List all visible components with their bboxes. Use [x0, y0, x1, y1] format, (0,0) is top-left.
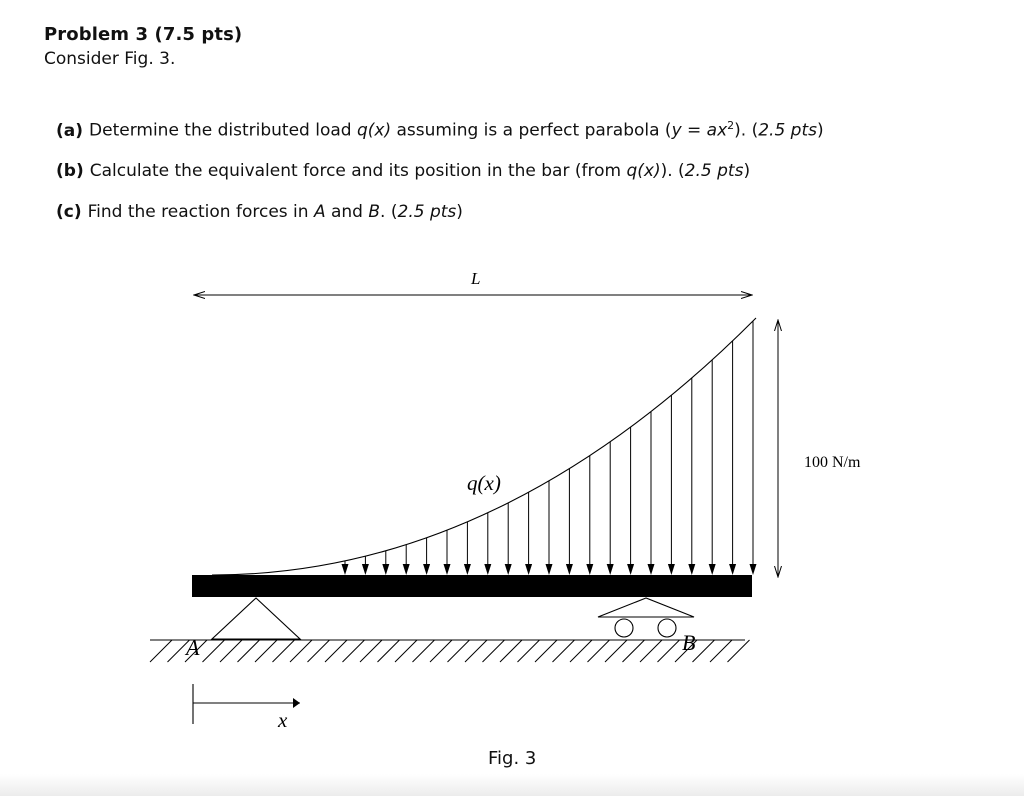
hatch-line [728, 640, 750, 662]
hatch-line [273, 640, 295, 662]
hatch-line [325, 640, 347, 662]
part-b-text2: ). ( [660, 161, 685, 181]
hatch-line [238, 640, 260, 662]
support-a-pin [212, 598, 300, 639]
load-curve [212, 318, 756, 575]
load-arrow [546, 481, 553, 575]
load-arrow [586, 456, 593, 575]
part-a-formula: y = ax [671, 120, 728, 141]
roller-wheel-right [658, 619, 676, 637]
hatch-line [395, 640, 417, 662]
hatch-line [465, 640, 487, 662]
ground-hatching [150, 640, 750, 662]
load-arrow [729, 341, 736, 575]
x-axis-label: x [278, 708, 288, 732]
load-arrow [627, 427, 634, 575]
load-arrows [342, 321, 757, 575]
hatch-line [343, 640, 365, 662]
max-load-label: 100 N/m [804, 454, 861, 471]
part-a-label: (a) [56, 120, 84, 141]
part-b-close: ) [743, 161, 751, 181]
hatch-line [290, 640, 312, 662]
part-a-close: ) [817, 120, 824, 141]
part-b-points: 2.5 pts [684, 161, 744, 181]
part-a-text2: assuming is a perfect parabola ( [391, 120, 672, 141]
load-arrow [607, 442, 614, 575]
part-c-text: Find the reaction forces in [87, 202, 314, 222]
part-a-exponent: 2 [727, 119, 735, 132]
hatch-line [710, 640, 732, 662]
beam [192, 575, 752, 597]
hatch-line [553, 640, 575, 662]
part-b-text: Calculate the equivalent force and its position in the bar (from [89, 161, 627, 181]
problem-intro: Consider Fig. 3. [44, 49, 176, 69]
support-b-roller [598, 598, 694, 637]
load-arrow [709, 360, 716, 575]
part-a-text3: ). ( [734, 120, 759, 141]
load-arrow [362, 556, 369, 575]
part-b-label: (b) [56, 161, 84, 181]
load-arrow [403, 545, 410, 575]
hatch-line [413, 640, 435, 662]
hatch-line [430, 640, 452, 662]
hatch-line [500, 640, 522, 662]
part-a-q: q(x) [356, 120, 392, 141]
hatch-line [448, 640, 470, 662]
support-a-label: A [186, 635, 200, 660]
hatch-line [535, 640, 557, 662]
load-arrow [444, 530, 451, 575]
hatch-line [255, 640, 277, 662]
part-c-label: (c) [56, 202, 82, 222]
load-arrow [464, 522, 471, 575]
support-b-label: B [682, 630, 696, 655]
part-a-points: 2.5 pts [758, 120, 817, 141]
load-arrow [505, 503, 512, 575]
part-c-points: 2.5 pts [397, 202, 457, 222]
ground [150, 640, 750, 662]
part-c-and: and [325, 202, 369, 222]
hatch-line [570, 640, 592, 662]
hatch-line [518, 640, 540, 662]
hatch-line [588, 640, 610, 662]
hatch-line [483, 640, 505, 662]
length-label: L [471, 269, 481, 288]
roller-wheel-left [615, 619, 633, 637]
load-arrow [750, 321, 757, 575]
part-c-a: A [313, 202, 326, 222]
hatch-line [203, 640, 225, 662]
load-arrow [382, 551, 389, 575]
load-arrow [668, 395, 675, 575]
load-arrow [484, 513, 491, 575]
hatch-line [640, 640, 662, 662]
part-c-b: B [368, 202, 381, 222]
hatch-line [378, 640, 400, 662]
hatch-line [623, 640, 645, 662]
hatch-line [360, 640, 382, 662]
load-arrow [525, 492, 532, 575]
hatch-line [605, 640, 627, 662]
figure-caption: Fig. 3 [488, 748, 537, 769]
part-c-text2: . ( [380, 202, 398, 222]
part-a-text: Determine the distributed load [89, 120, 357, 141]
load-arrow [423, 538, 430, 575]
load-label: q(x) [467, 471, 501, 495]
load-arrow [648, 412, 655, 575]
load-arrow [688, 378, 695, 575]
load-arrow [342, 561, 349, 575]
hatch-line [150, 640, 172, 662]
hatch-line [693, 640, 715, 662]
part-b-q: q(x) [626, 161, 661, 181]
hatch-line [308, 640, 330, 662]
load-arrow [566, 469, 573, 575]
part-c-close: ) [456, 202, 463, 222]
hatch-line [220, 640, 242, 662]
hatch-line [658, 640, 680, 662]
problem-title: Problem 3 (7.5 pts) [44, 24, 243, 45]
